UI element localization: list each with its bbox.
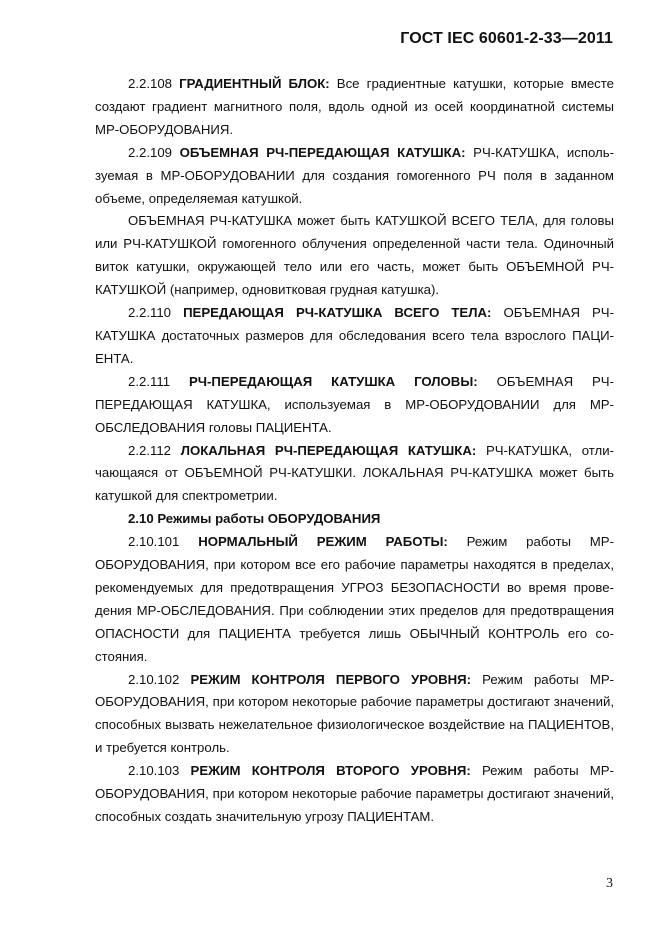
defined-term: ОБЪЕМНАЯ РЧ-ПЕРЕДАЮЩАЯ КАТУШКА: xyxy=(179,144,466,160)
definition-paragraph xyxy=(95,760,614,829)
definition-text: ОБЪЕМНАЯ РЧ-КАТУШКА достаточных размеров для обследования всего тела взрослого ПАЦИЕНТА. xyxy=(95,305,614,366)
clause-number: 2.2.108 xyxy=(128,76,172,91)
definition-paragraph xyxy=(95,73,614,142)
clause-number: 2.10.101 xyxy=(128,534,180,550)
defined-term: РЧ-ПЕРЕДАЮЩАЯ КАТУШКА ГОЛОВЫ: xyxy=(188,373,478,389)
definition-text: ОБЪЕМНАЯ РЧ-КАТУШКА может быть КАТУШКОЙ ВСЕГО ТЕЛА, для головы или РЧ-КАТУШКОЙ гомогенного облучения определенной части тела. Одиночный виток катушки, окружающей тело или его часть, может быть ОБЪЕМНОЙ РЧ-КАТУШКОЙ (например, одновитковая грудная катушка). xyxy=(95,213,614,298)
clause-number: 2.2.109 xyxy=(128,144,172,160)
clause-number: 2.2.110 xyxy=(128,305,172,321)
defined-term: ГРАДИЕНТНЫЙ БЛОК: xyxy=(179,76,330,91)
defined-term: РЕЖИМ КОНТРОЛЯ ВТОРОГО УРОВНЯ: xyxy=(190,763,471,779)
document-body xyxy=(95,73,614,829)
clause-number: 2.10.102 xyxy=(128,671,180,687)
defined-term: РЕЖИМ КОНТРОЛЯ ПЕРВОГО УРОВНЯ: xyxy=(190,671,472,687)
page-number: 3 xyxy=(606,876,613,891)
definition-paragraph xyxy=(95,371,614,440)
definition-paragraph xyxy=(95,669,614,761)
definition-text: Режим работы МР-ОБОРУДОВАНИЯ, при котором некоторые рабочие параметры достигают значений, способных создать значительную угрозу ПАЦИЕНТАМ. xyxy=(95,763,614,824)
defined-term: ЛОКАЛЬНАЯ РЧ-ПЕРЕДАЮЩАЯ КАТУШКА: xyxy=(180,442,477,458)
clause-number: 2.10.103 xyxy=(128,763,180,779)
definition-text: ОБЪЕМНАЯ РЧ-ПЕРЕДАЮЩАЯ КАТУШКА, используемая в МР-ОБОРУДОВАНИИ для МР-ОБСЛЕДОВАНИЯ головы ПАЦИЕНТА. xyxy=(95,373,614,435)
definition-text: Режим работы МР-ОБОРУДОВАНИЯ, при котором все его рабочие параметры находятся в пределах, рекомендуемых для предотвращения УГРОЗ БЕЗОПАСНОСТИ во время проведения МР-ОБСЛЕДОВАНИЯ. При соблюдении этих пределов для предотвращения ОПАСНОСТИ для ПАЦИЕНТА требуется лишь ОБЫЧНЫЙ КОНТРОЛЬ его состояния. xyxy=(95,534,614,664)
definition-paragraph xyxy=(95,440,614,509)
defined-term: ПЕРЕДАЮЩАЯ РЧ-КАТУШКА ВСЕГО ТЕЛА: xyxy=(183,305,492,321)
definition-paragraph xyxy=(95,531,614,668)
definition-paragraph xyxy=(95,142,614,211)
definition-text: РЧ-КАТУШКА, отличающаяся от ОБЪЕМНОЙ РЧ-КАТУШКИ. ЛОКАЛЬНАЯ РЧ-КАТУШКА может быть катушкой для спектрометрии. xyxy=(95,442,614,504)
defined-term: НОРМАЛЬНЫЙ РЕЖИМ РАБОТЫ: xyxy=(198,534,448,550)
definition-paragraph xyxy=(95,302,614,371)
definition-text: РЧ-КАТУШКА, используемая в МР-ОБОРУДОВАНИИ для создания гомогенного РЧ поля в заданном объеме, определяемая катушкой. xyxy=(95,144,614,206)
clause-number: 2.2.111 xyxy=(128,373,171,389)
definition-text: Режим работы МР-ОБОРУДОВАНИЯ, при котором некоторые рабочие параметры достигают значений, способных вызвать нежелательное физиологическое воздействие на ПАЦИЕНТОВ, и требуется контроль. xyxy=(95,671,615,756)
definition-text: Все градиентные катушки, которые вместе создают градиент магнитного поля, вдоль одной из осей координатной системы МР-ОБОРУДОВАНИЯ. xyxy=(95,76,614,137)
document-header: ГОСТ IEC 60601-2-33—2011 xyxy=(400,30,613,47)
clause-number: 2.2.112 xyxy=(128,442,172,458)
section-heading: 2.10 Режимы работы ОБОРУДОВАНИЯ xyxy=(128,511,381,527)
note-paragraph xyxy=(95,210,614,302)
